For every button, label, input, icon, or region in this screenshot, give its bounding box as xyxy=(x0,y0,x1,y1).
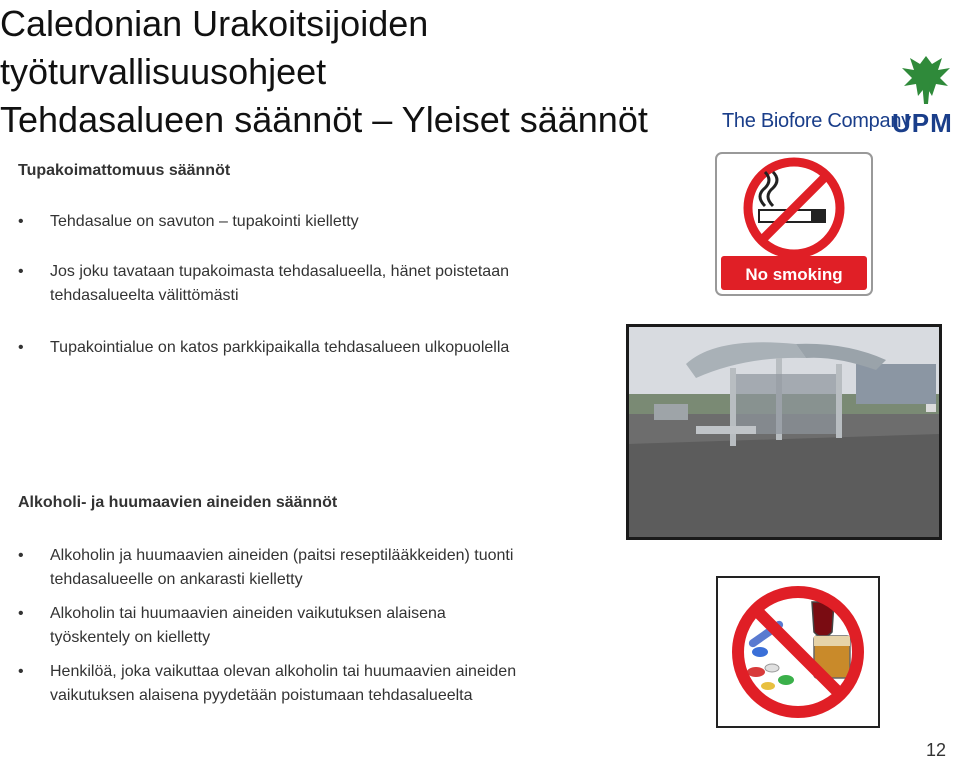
list-item: • Alkoholin ja huumaavien aineiden (paitsi reseptilääkkeiden) tuonti tehdasalueelle on ankarasti kielletty xyxy=(18,544,520,592)
alcohol-rules-list xyxy=(18,544,578,708)
upm-griffin-icon xyxy=(896,52,956,108)
list-item: • Henkilöä, joka vaikuttaa olevan alkoholin tai huumaavien aineiden vaikutuksen alaisena pyydetään poistumaan tehdasalueelta xyxy=(18,660,530,708)
title-line-2: työturvallisuusohjeet xyxy=(0,51,327,92)
logo-tagline: The Biofore Company xyxy=(722,110,911,132)
list-item: • Alkoholin tai huumaavien aineiden vaikutuksen alaisena työskentely on kielletty xyxy=(18,602,530,650)
smoking-rules-heading: Tupakoimattomuus säännöt xyxy=(18,162,231,179)
list-item: • Tupakointialue on katos parkkipaikalla tehdasalueen ulkopuolella xyxy=(18,336,510,360)
no-smoking-label: No smoking xyxy=(745,265,843,284)
logo-brand: UPM xyxy=(892,108,953,138)
page-number: 12 xyxy=(925,740,946,760)
alcohol-rules-heading: Alkoholi- ja huumaavien aineiden säännöt xyxy=(18,494,338,511)
upm-logo xyxy=(718,52,958,138)
title-line-3: Tehdasalueen säännöt – Yleiset säännöt xyxy=(0,99,648,140)
list-item: • Tehdasalue on savuton – tupakointi kielletty xyxy=(18,210,578,234)
smoking-rules-list xyxy=(18,210,578,360)
slide-title xyxy=(0,0,700,144)
list-item: • Jos joku tavataan tupakoimasta tehdasalueella, hänet poistetaan tehdasalueelta välittömästi xyxy=(18,260,510,308)
title-line-1: Caledonian Urakoitsijoiden xyxy=(0,3,429,44)
no-alcohol-drugs-sign xyxy=(716,576,880,728)
smoking-shelter-photo xyxy=(626,324,942,540)
no-smoking-sign xyxy=(715,152,873,296)
